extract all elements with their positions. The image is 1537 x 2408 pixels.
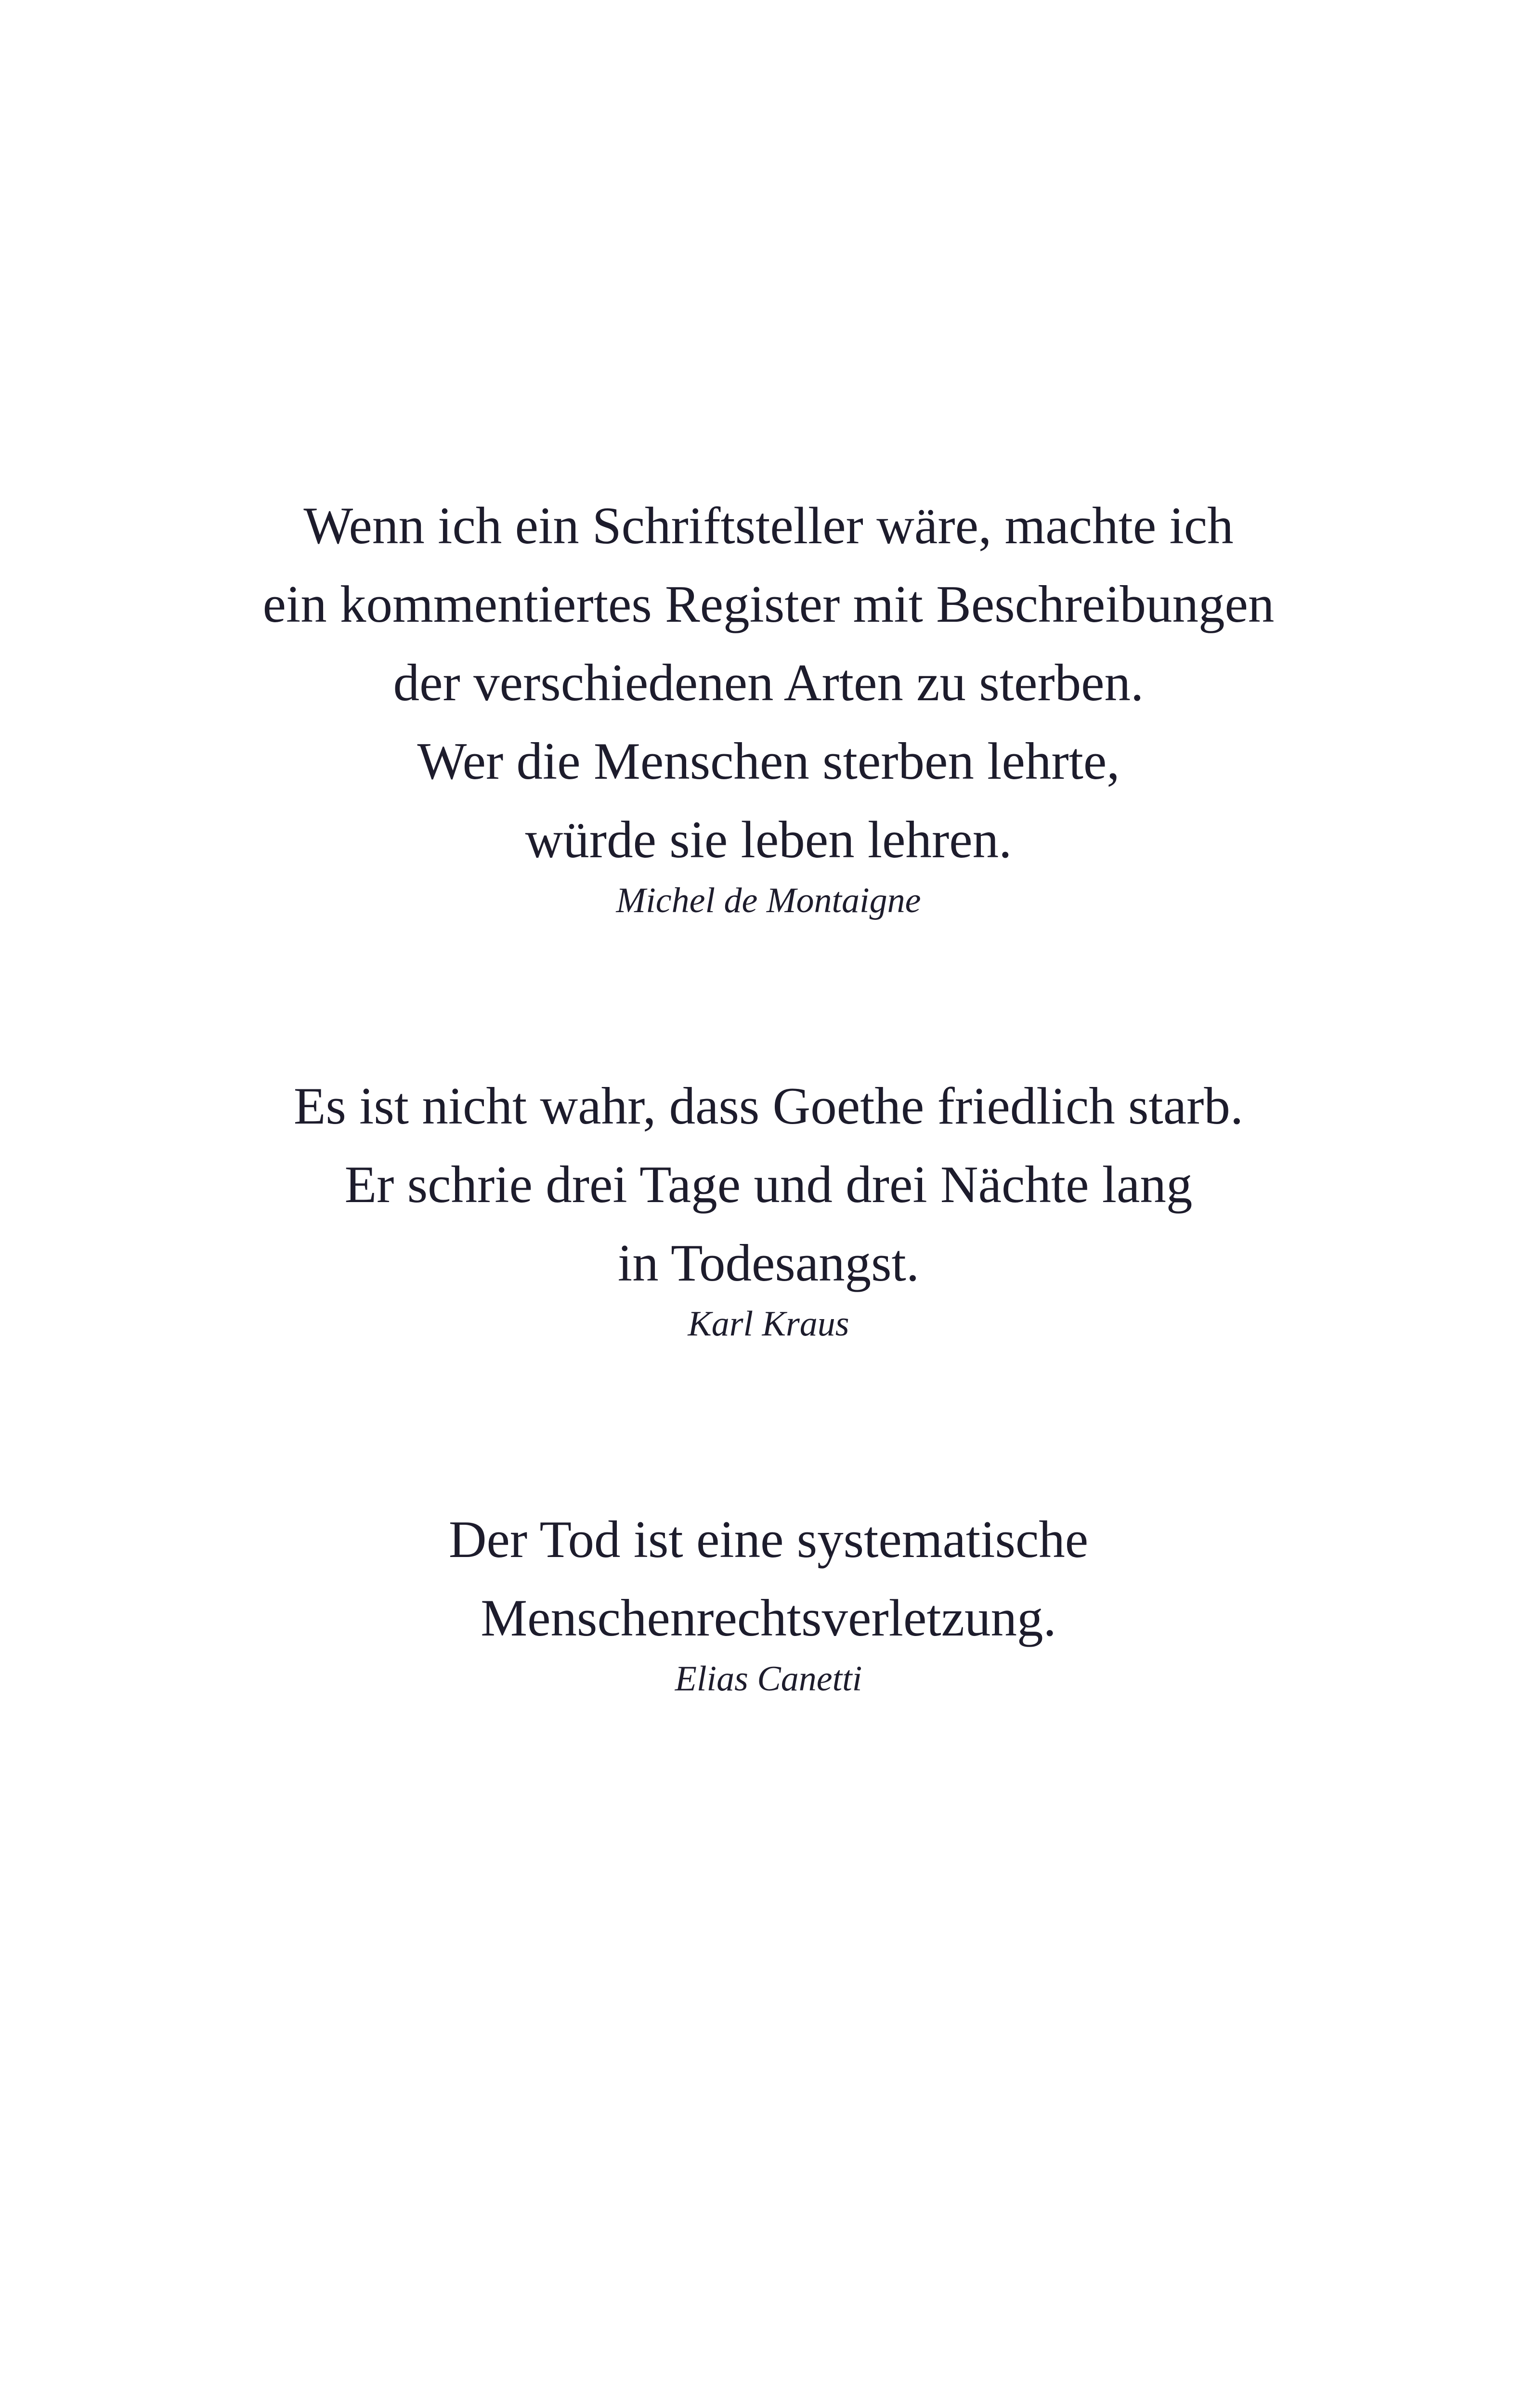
quote-line: Der Tod ist eine systematische	[448, 1510, 1089, 1569]
quote-line: Wer die Menschen sterben lehrte,	[417, 732, 1120, 790]
quote-line: Er schrie drei Tage und drei Nächte lang	[344, 1155, 1193, 1214]
quote-line: Menschenrechtsverletzung.	[481, 1589, 1056, 1647]
quote-canetti	[0, 1500, 1537, 1705]
quote-line: der verschiedenen Arten zu sterben.	[393, 654, 1144, 712]
quote-author: Elias Canetti	[675, 1659, 862, 1699]
quote-line: Wenn ich ein Schriftsteller wäre, machte ich	[303, 497, 1234, 555]
quote-line: ein kommentiertes Register mit Beschreibungen	[262, 575, 1275, 633]
quote-author: Michel de Montaigne	[616, 881, 921, 920]
quote-author: Karl Kraus	[688, 1304, 849, 1344]
quote-kraus	[0, 1067, 1537, 1350]
quote-line: Es ist nicht wahr, dass Goethe friedlich starb.	[293, 1077, 1244, 1135]
quote-line: in Todesangst.	[617, 1234, 920, 1292]
quote-line: würde sie leben lehren.	[525, 811, 1012, 869]
quote-montaigne	[0, 486, 1537, 927]
